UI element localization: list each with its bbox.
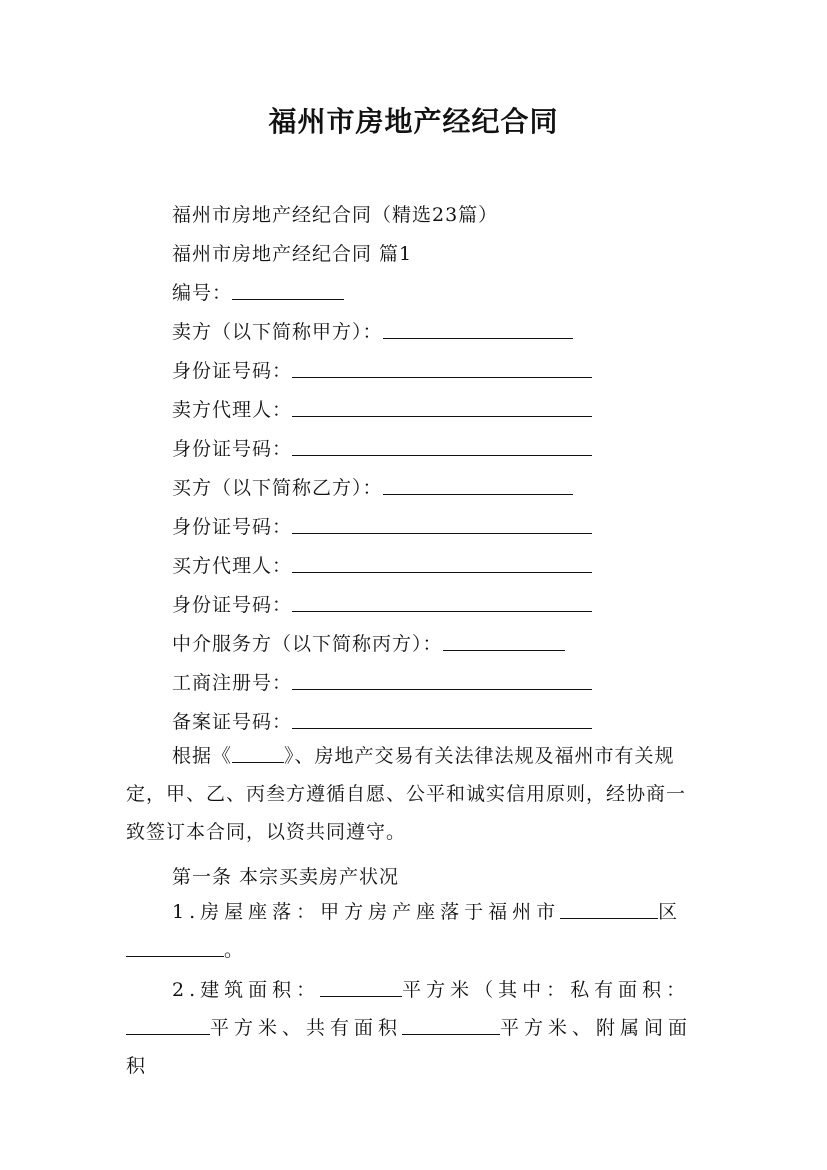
field-label: 身份证号码：	[172, 516, 293, 538]
blank-line	[292, 711, 592, 729]
field-label: 卖方代理人：	[172, 399, 293, 421]
part-heading: 福州市房地产经纪合同 篇1	[172, 243, 413, 265]
field-label: 卖方（以下简称甲方）：	[172, 321, 383, 343]
blank-line	[292, 360, 592, 378]
item2-text-a: 2.建筑面积：	[172, 979, 321, 1001]
preamble-paragraph	[126, 737, 702, 851]
field-intermediary	[172, 629, 565, 656]
blank-line	[292, 594, 592, 612]
field-number	[172, 278, 344, 305]
field-label: 身份证号码：	[172, 360, 293, 382]
field-buyer-agent	[172, 551, 592, 578]
field-buyer-id	[172, 512, 592, 539]
field-label: 工商注册号：	[172, 672, 293, 694]
field-label: 身份证号码：	[172, 438, 293, 460]
field-seller-id	[172, 356, 592, 383]
blank-line	[292, 516, 592, 534]
document-title: 福州市房地产经纪合同	[268, 105, 559, 138]
field-filing-number	[172, 707, 592, 734]
item2-text-d: 平方米、附属间面积	[126, 1017, 693, 1077]
blank-line	[292, 399, 592, 417]
blank-line	[402, 1017, 500, 1035]
field-label: 编号：	[172, 282, 233, 304]
blank-line	[560, 901, 658, 919]
item2-text-b: 平方米（其中：私有面积：	[402, 979, 691, 1001]
blank-line	[232, 282, 344, 300]
item1-text-b: 区	[658, 901, 683, 923]
blank-line	[292, 672, 592, 690]
blank-line	[383, 321, 573, 339]
field-seller	[172, 317, 573, 344]
blank-line	[443, 633, 565, 651]
field-seller-agent	[172, 395, 592, 422]
document-subtitle: 福州市房地产经纪合同（精选23篇）	[172, 204, 499, 226]
blank-line	[320, 979, 402, 997]
field-label: 买方（以下简称乙方）：	[172, 477, 383, 499]
field-label: 中介服务方（以下简称丙方）：	[172, 633, 443, 655]
field-label: 身份证号码：	[172, 594, 293, 616]
blank-line	[383, 477, 573, 495]
blank-line	[292, 555, 592, 573]
item2-text-c: 平方米、共有面积	[210, 1017, 403, 1039]
article1-heading: 第一条 本宗买卖房产状况	[172, 866, 400, 888]
item1-paragraph	[126, 893, 702, 969]
preamble-text-end: 》、房地产交易有关法律法规及福州市有关规定，甲、乙、丙叁方遵循自愿、公平和诚实信用原则，经协商一致签订本合同，以资共同遵守。	[126, 745, 687, 843]
item1-text-a: 1.房屋座落：甲方房产座落于福州市	[172, 901, 561, 923]
field-seller-agent-id	[172, 434, 592, 461]
field-label: 买方代理人：	[172, 555, 293, 577]
blank-line	[126, 1017, 210, 1035]
field-label: 备案证号码：	[172, 711, 293, 733]
field-business-registration	[172, 668, 592, 695]
field-buyer	[172, 473, 573, 500]
blank-line	[126, 939, 224, 957]
item1-text-c: 。	[224, 939, 249, 961]
preamble-text-start: 根据《	[172, 745, 233, 767]
field-buyer-agent-id	[172, 590, 592, 617]
item2-paragraph	[126, 971, 702, 1085]
blank-line	[292, 438, 592, 456]
blank-line	[232, 745, 284, 763]
